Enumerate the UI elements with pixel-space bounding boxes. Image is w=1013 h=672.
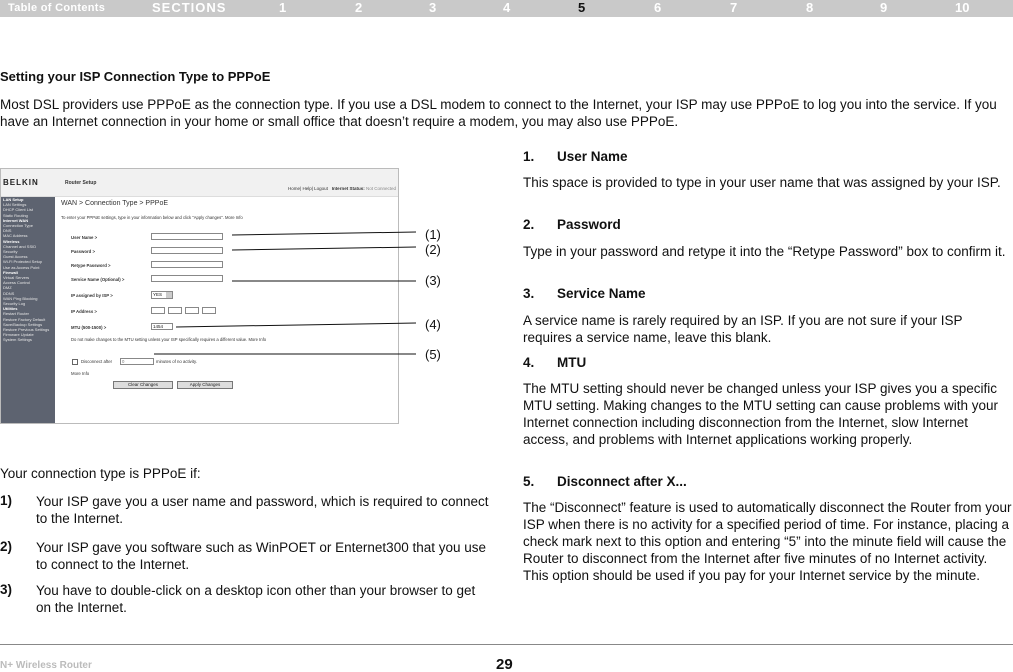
item-heading-service-name: Service Name <box>557 286 646 301</box>
item-heading-user-name: User Name <box>557 149 628 164</box>
product-name: N+ Wireless Router <box>0 660 92 671</box>
sidebar-item: MAC Address <box>3 233 28 239</box>
password-label: Password > <box>71 249 96 254</box>
condition-number: 3) <box>0 582 13 597</box>
mtu-warning: Do not make changes to the MTU setting unless your ISP specifically requires a different value. More Info <box>71 337 267 342</box>
ip-octet-4 <box>202 307 216 314</box>
page-number: 29 <box>496 656 513 672</box>
disconnect-label: Disconnect after <box>81 359 113 364</box>
callout-5: (5) <box>425 347 441 362</box>
item-text-password: Type in your password and retype it into the “Retype Password” box to confirm it. <box>523 244 1006 259</box>
sidebar-heading: Wireless <box>3 238 20 244</box>
condition-text: You have to double-click on a desktop icon other than your browser to get on the Internet. <box>36 583 476 615</box>
item-number: 4. <box>523 355 535 370</box>
sidebar-heading: Firewall <box>3 269 18 275</box>
service-name-input <box>151 275 223 282</box>
sections-label: SECTIONS <box>152 0 227 15</box>
callout-3: (3) <box>425 273 441 288</box>
section-link-10[interactable]: 10 <box>955 0 970 15</box>
sidebar-item: Wi-Fi Protected Setup <box>3 259 43 265</box>
router-setup-title: Router Setup <box>65 180 97 186</box>
ip-address-label: IP Address > <box>71 309 97 314</box>
disconnect-suffix: minutes of no activity. <box>156 359 197 364</box>
sidebar-item: LAN Settings <box>3 202 27 208</box>
callout-1: (1) <box>425 227 441 242</box>
status-label: Internet Status: <box>331 186 365 191</box>
sidebar-item: Access Control <box>3 280 30 286</box>
more-info-link: More Info <box>71 371 90 376</box>
section-link-1[interactable]: 1 <box>279 0 287 15</box>
top-navigation <box>0 0 1013 17</box>
sidebar-item: Channel and SSID <box>3 243 37 249</box>
item-text-mtu: The MTU setting should never be changed unless your ISP gives you a specific MTU setting. Making changes to the MTU setting can cause problems with your Internet connection including disconnection from the Internet, slow Internet access, and problems with Internet applications working properly. <box>523 381 998 447</box>
sidebar-item: Static Routing <box>3 212 28 218</box>
disconnect-minutes-input: 0 <box>120 358 154 365</box>
item-number: 5. <box>523 474 535 489</box>
status-value: Not Connected <box>365 186 396 191</box>
user-name-label: User Name > <box>71 235 98 240</box>
sidebar-item: Security <box>3 249 18 255</box>
mtu-label: MTU (500-1500) > <box>71 325 107 330</box>
password-input <box>151 247 223 254</box>
sidebar-heading: Internet WAN <box>3 217 29 223</box>
connection-type-intro: Your connection type is PPPoE if: <box>0 466 201 481</box>
section-link-4[interactable]: 4 <box>503 0 511 15</box>
footer-divider <box>0 644 1013 645</box>
service-name-label: Service Name (Optional) > <box>71 277 125 282</box>
item-heading-disconnect: Disconnect after X... <box>557 474 687 489</box>
screenshot-breadcrumb: WAN > Connection Type > PPPoE <box>61 200 169 207</box>
sidebar-heading: Utilities <box>3 306 18 312</box>
page-title: Setting your ISP Connection Type to PPPoE <box>0 69 271 84</box>
item-heading-password: Password <box>557 217 621 232</box>
section-link-7[interactable]: 7 <box>730 0 738 15</box>
screenshot-main <box>57 197 399 424</box>
ip-octet-3 <box>185 307 199 314</box>
ip-octet-2 <box>168 307 182 314</box>
sidebar-item: Security Log <box>3 301 26 307</box>
sidebar-item: Use as Access Point <box>3 264 40 270</box>
sidebar-item: Restore Factory Default <box>3 316 46 322</box>
callout-4: (4) <box>425 317 441 332</box>
sidebar-item: Restore Previous Settings <box>3 327 50 333</box>
item-number: 3. <box>523 286 535 301</box>
sidebar-item: DDNS <box>3 290 15 296</box>
user-name-input <box>151 233 223 240</box>
internet-status <box>288 186 396 191</box>
item-number: 1. <box>523 149 535 164</box>
sidebar-item: Restart Router <box>3 311 30 317</box>
section-link-5-active[interactable]: 5 <box>578 0 586 15</box>
screenshot-sidebar <box>1 197 55 424</box>
sidebar-item: WAN Ping Blocking <box>3 295 38 301</box>
sidebar-heading: LAN Setup <box>3 197 24 202</box>
condition-text: Your ISP gave you software such as WinPOET or Enternet300 that you use to connect to the Internet. <box>36 540 487 572</box>
disconnect-checkbox <box>72 359 78 365</box>
item-number: 2. <box>523 217 535 232</box>
sidebar-item: DMZ <box>3 285 12 291</box>
mtu-input: 1454 <box>151 323 173 330</box>
item-text-service-name: A service name is rarely required by an ISP. If you are not sure if your ISP requires a service name, leave this blank. <box>523 313 963 345</box>
sidebar-item: Save/Backup Settings <box>3 321 43 327</box>
sidebar-item: DHCP Client List <box>3 207 33 213</box>
section-link-2[interactable]: 2 <box>355 0 363 15</box>
section-link-3[interactable]: 3 <box>429 0 437 15</box>
callout-2: (2) <box>425 242 441 257</box>
retype-password-label: Retype Password > <box>71 263 111 268</box>
section-link-6[interactable]: 6 <box>654 0 662 15</box>
status-links: Home| Help| Logout <box>288 186 328 191</box>
sidebar-item: Virtual Servers <box>3 275 30 281</box>
sidebar-item: Firmware Update <box>3 332 34 338</box>
item-text-disconnect: The “Disconnect” feature is used to automatically disconnect the Router from your ISP when there is no activity for a specified period of time. For instance, placing a check mark next to this option and entering “5” into the minute field will cause the Router to disconnect from the Internet after five minutes of no Internet activity. This option should be used if you pay for your Internet service by the minute. <box>523 500 1012 583</box>
router-setup-screenshot <box>0 168 399 424</box>
sidebar-item: Connection Type <box>3 223 33 229</box>
condition-number: 2) <box>0 539 13 554</box>
screenshot-header <box>1 169 399 197</box>
sidebar-item: DNS <box>3 228 12 234</box>
item-text-user-name: This space is provided to type in your user name that was assigned by your ISP. <box>523 175 1001 190</box>
item-heading-mtu: MTU <box>557 355 587 370</box>
intro-paragraph: Most DSL providers use PPPoE as the connection type. If you use a DSL modem to connect to the Internet, your ISP may use PPPoE to log you into the service. If you have an Internet connection in your home or small office that doesn’t require a modem, you may also use PPPoE. <box>0 97 997 129</box>
screenshot-description: To enter your PPPoE settings, type in your information below and click "Apply changes". More Info <box>61 215 243 220</box>
section-link-9[interactable]: 9 <box>880 0 888 15</box>
condition-number: 1) <box>0 493 13 508</box>
ip-assigned-select: YES <box>151 291 173 299</box>
sidebar-item: Guest Access <box>3 254 28 260</box>
retype-password-input <box>151 261 223 268</box>
belkin-logo: BELKIN <box>3 178 39 187</box>
condition-text: Your ISP gave you a user name and password, which is required to connect to the Internet. <box>36 494 489 526</box>
ip-octet-1 <box>151 307 165 314</box>
ip-assigned-label: IP assigned by ISP > <box>71 293 113 298</box>
sidebar-item: System Settings <box>3 337 32 343</box>
apply-changes-button: Apply Changes <box>177 381 233 389</box>
clear-changes-button: Clear Changes <box>113 381 173 389</box>
table-of-contents-link[interactable]: Table of Contents <box>8 2 106 14</box>
section-link-8[interactable]: 8 <box>806 0 814 15</box>
